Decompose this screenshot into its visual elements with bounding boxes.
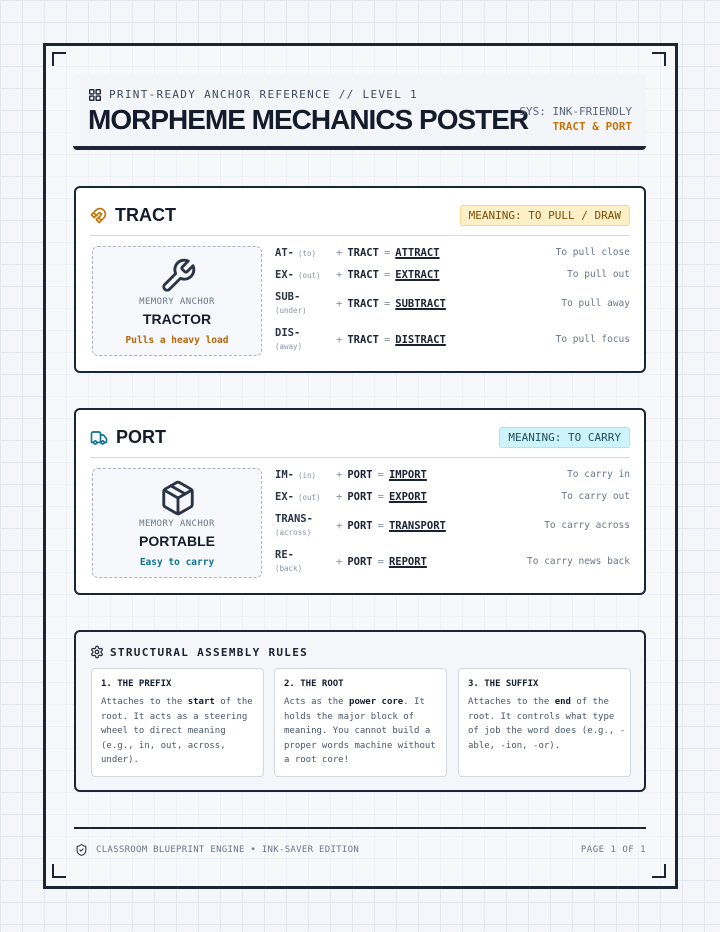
word-row [275,512,630,540]
prefix [275,490,321,505]
prefix-meaning: (away) [275,342,303,351]
word-definition: To pull close [555,247,630,258]
word-row [275,548,630,576]
prefix-meaning: (in) [297,471,317,480]
result-word: TRANSPORT [388,520,446,532]
prefix-text: DIS- [275,327,301,339]
header-subtitle: PRINT-READY ANCHOR REFERENCE // LEVEL 1 [109,88,418,101]
word-definition: To carry news back [527,556,630,567]
shield-icon [75,843,88,857]
rules-title: STRUCTURAL ASSEMBLY RULES [110,645,309,659]
word-definition: To pull focus [555,334,630,345]
plus-sign: + [336,298,343,310]
prefix [275,268,321,283]
plus-sign: + [336,334,343,346]
rule-title: 1. THE PREFIX [101,679,172,689]
equals-sign: = [383,247,391,259]
root-text: PORT [347,556,373,568]
plus-sign: + [336,469,343,481]
corner-mark-top-left [52,52,66,66]
prefix [275,326,302,354]
gear-icon [90,645,104,659]
result-word: DISTRACT [395,334,446,346]
word-equation [331,297,446,311]
prefix-meaning: (across) [275,528,312,537]
word-definition: To pull away [561,298,630,309]
equals-sign: = [377,556,384,568]
rule-emphasis: start [187,697,215,707]
footer-divider [74,827,646,829]
prefix-text: EX- [275,269,294,281]
footer-engine-text: CLASSROOM BLUEPRINT ENGINE • INK-SAVER EDITION [96,845,360,855]
prefix-text: AT- [275,247,294,259]
rule-body [284,695,442,768]
rule-text: of the root. It acts as a steering wheel to direct meaning (e.g., in, out, across, under). [101,697,253,765]
word-row [275,290,630,318]
tract-title: TRACT [115,205,176,225]
poster-header [73,74,646,150]
root-text: TRACT [347,334,379,346]
prefix [275,468,316,483]
page-title: MORPHEME MECHANICS POSTER [88,104,529,135]
rule-card-root [274,668,447,777]
plus-sign: + [336,520,343,532]
corner-mark-bottom-left [52,864,66,878]
port-card [74,408,646,595]
anchor-description: Easy to carry [139,557,215,568]
tract-card-header [90,196,630,236]
rules-header [90,645,308,659]
port-memory-anchor [92,468,262,578]
footer-left [75,843,359,857]
word-equation [331,246,440,260]
anchor-label: MEMORY ANCHOR [139,297,215,307]
corner-mark-bottom-right [652,864,666,878]
prefix-meaning: (under) [275,306,307,315]
prefix [275,548,302,576]
word-equation [331,519,446,533]
prefix [275,290,307,318]
word-equation [331,468,427,482]
prefix-text: TRANS- [275,513,313,525]
prefix-text: SUB- [275,291,301,303]
result-word: IMPORT [388,469,427,481]
equals-sign: = [377,469,384,481]
port-card-header [90,418,630,458]
rule-title: 3. THE SUFFIX [468,679,539,689]
corner-mark-top-right [652,52,666,66]
tract-meaning-badge: MEANING: TO PULL / DRAW [460,205,630,226]
header-subtitle-row [89,88,418,101]
magnet-icon [90,207,107,224]
wrench-icon [159,257,197,295]
equals-sign: = [377,520,384,532]
prefix-meaning: (to) [297,249,317,258]
rule-card-prefix [91,668,264,777]
word-equation [331,268,440,282]
root-text: TRACT [347,247,379,259]
word-definition: To carry across [544,520,630,531]
word-equation [331,555,427,569]
root-text: PORT [347,469,373,481]
plus-sign: + [336,556,343,568]
word-row [275,326,630,354]
prefix-text: IM- [275,469,294,481]
system-tag [519,104,632,134]
result-word: ATTRACT [395,247,440,259]
word-equation [331,333,446,347]
root-text: PORT [347,520,373,532]
rule-body [101,695,259,768]
root-text: PORT [347,491,373,503]
root-text: TRACT [347,269,379,281]
prefix-text: EX- [275,491,294,503]
rule-text: Attaches to the [101,697,188,707]
equals-sign: = [383,298,391,310]
equals-sign: = [383,269,391,281]
port-meaning-badge: MEANING: TO CARRY [499,427,630,448]
truck-icon [90,429,108,447]
anchor-word: TRACTOR [142,311,212,327]
rule-card-suffix [458,668,631,777]
rule-body [468,695,626,753]
prefix-text: RE- [275,549,294,561]
plus-sign: + [336,247,343,259]
rule-title: 2. THE ROOT [284,679,344,689]
plus-sign: + [336,269,343,281]
prefix [275,246,316,261]
tract-memory-anchor [92,246,262,356]
assembly-rules-panel [74,630,646,792]
result-word: EXTRACT [395,269,440,281]
root-text: TRACT [347,298,379,310]
word-definition: To carry out [561,491,630,502]
result-word: EXPORT [388,491,427,503]
prefix-meaning: (back) [275,564,303,573]
rule-text: Attaches to the [468,697,555,707]
tract-card [74,186,646,373]
grid-icon [89,89,101,101]
tag-line: TRACT & PORT [552,120,632,133]
page-number: PAGE 1 OF 1 [580,845,646,855]
anchor-label: MEMORY ANCHOR [139,519,215,529]
prefix-meaning: (out) [297,493,321,502]
rule-text: Acts as the [284,697,350,707]
equals-sign: = [377,491,384,503]
word-equation [331,490,427,504]
sys-line: SYS: INK-FRIENDLY [519,105,632,118]
result-word: REPORT [388,556,427,568]
word-definition: To carry in [567,469,630,480]
prefix-meaning: (out) [297,271,321,280]
box-icon [159,479,197,517]
equals-sign: = [383,334,391,346]
word-definition: To pull out [567,269,630,280]
plus-sign: + [336,491,343,503]
anchor-description: Pulls a heavy load [125,335,229,346]
rule-text: . It holds the major block of meaning. You cannot build a proper words machine without a root core! [284,697,436,765]
rule-text: of the root. It controls what type of job the word does (e.g., -able, -ion, -or). [468,697,626,751]
rule-emphasis: end [554,697,571,707]
anchor-word: PORTABLE [139,533,215,549]
rule-emphasis: power core [349,697,404,707]
result-word: SUBTRACT [395,298,446,310]
port-title: PORT [116,427,167,447]
prefix [275,512,313,540]
